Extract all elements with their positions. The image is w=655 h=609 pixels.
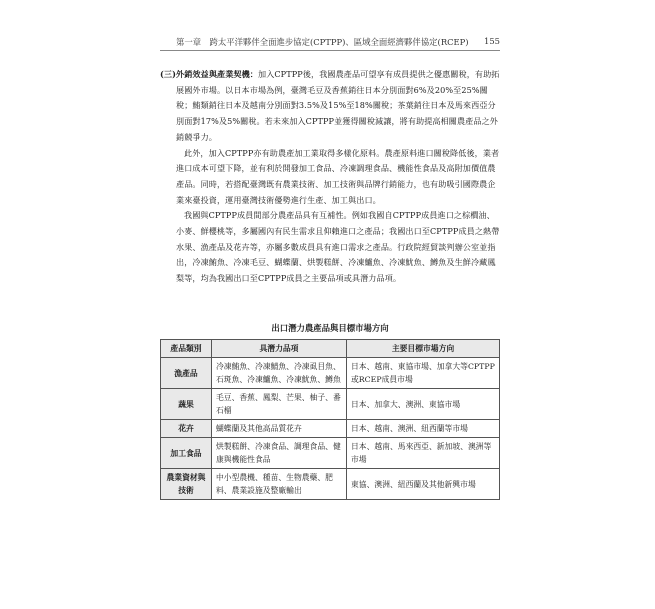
header-products: 具潛力品項 — [212, 340, 347, 358]
paragraph-1 — [160, 67, 500, 146]
paragraph-1-text: 加入CPTPP後，我國農產品可望享有成員提供之優惠關稅，有助拓展國外市場。以日本市場為例，臺灣毛豆及香蕉銷往日本分別面對6%及20%至25%關稅；鮪類銷往日本及越南分別面對3.5%及15%至18%關稅；茶葉銷往日本及馬來西亞分別面對17%及5%關稅。若未來加入CPTPP並獲得關稅減讓，將有助提高相關農產品之外銷競爭力。 — [176, 69, 500, 142]
category-cell: 花卉 — [161, 420, 212, 438]
products-cell: 中小型農機、種苗、生物農藥、肥料、農業設施及整廠輸出 — [212, 469, 347, 500]
section-heading: (三)外銷效益與產業契機： — [160, 69, 258, 79]
table-row — [161, 358, 500, 389]
table-header-row — [161, 340, 500, 358]
category-cell: 蔬果 — [161, 389, 212, 420]
products-cell: 毛豆、香蕉、鳳梨、芒果、柚子、番石榴 — [212, 389, 347, 420]
paragraph-2: 此外，加入CPTPP亦有助農產加工業取得多樣化原料。農產原料進口關稅降低後，業者進口成本可望下降，並有利於開發加工食品、冷凍調理食品、機能性食品及高附加價值農產品。同時，若搭配臺灣既有農業技術、加工技術與品牌行銷能力，也有助吸引國際農企業來臺投資，運用臺灣技術優勢進行生產、加工與出口。 — [176, 147, 500, 205]
table-row — [161, 420, 500, 438]
paragraph-3: 我國與CPTPP成員間部分農產品具有互補性。例如我國自CPTPP成員進口之棕櫚油、小麥、鮮櫻桃等，多屬國內有民生需求且仰賴進口之產品；我國出口至CPTPP成員之熱帶水果、漁產品及花卉等，亦屬多數成員具有進口需求之產品。行政院經貿談判辦公室並指出，冷凍鮪魚、冷凍毛豆、蝴蝶蘭、烘製糕餅、冷凍鱸魚、冷凍魷魚、鱒魚及生鮮冷藏鳳梨等，均為我國出口至CPTPP成員之主要品項或具潛力品項。 — [176, 210, 500, 284]
page-number: 155 — [484, 36, 500, 46]
markets-cell: 日本、越南、馬來西亞、新加坡、澳洲等市場 — [347, 438, 500, 469]
markets-cell: 日本、越南、東協市場、加拿大等CPTPP或RCEP成員市場 — [347, 358, 500, 389]
products-cell: 烘製糕餅、冷凍食品、調理食品、健康與機能性食品 — [212, 438, 347, 469]
export-potential-table — [160, 339, 500, 500]
table-row — [161, 438, 500, 469]
table-title: 出口潛力農產品與目標市場方向 — [271, 323, 389, 333]
header-category: 產品類別 — [161, 340, 212, 358]
header-markets: 主要目標市場方向 — [347, 340, 500, 358]
category-cell: 農業資材與技術 — [161, 469, 212, 500]
table-row — [161, 389, 500, 420]
chapter-title: 第一章 跨太平洋夥伴全面進步協定(CPTPP)、區域全面經濟夥伴協定(RCEP) — [176, 37, 469, 47]
markets-cell: 東協、澳洲、紐西蘭及其他新興市場 — [347, 469, 500, 500]
category-cell: 漁產品 — [161, 358, 212, 389]
running-header — [176, 36, 500, 48]
products-cell: 冷凍鮪魚、冷凍鯖魚、冷凍虱目魚、石斑魚、冷凍鱸魚、冷凍魷魚、鱒魚 — [212, 358, 347, 389]
category-cell: 加工食品 — [161, 438, 212, 469]
table-row — [161, 469, 500, 500]
header-rule — [160, 50, 500, 51]
body-text — [160, 67, 500, 287]
markets-cell: 日本、加拿大、澳洲、東協市場 — [347, 389, 500, 420]
products-cell: 蝴蝶蘭及其他高品質花卉 — [212, 420, 347, 438]
markets-cell: 日本、越南、澳洲、紐西蘭等市場 — [347, 420, 500, 438]
